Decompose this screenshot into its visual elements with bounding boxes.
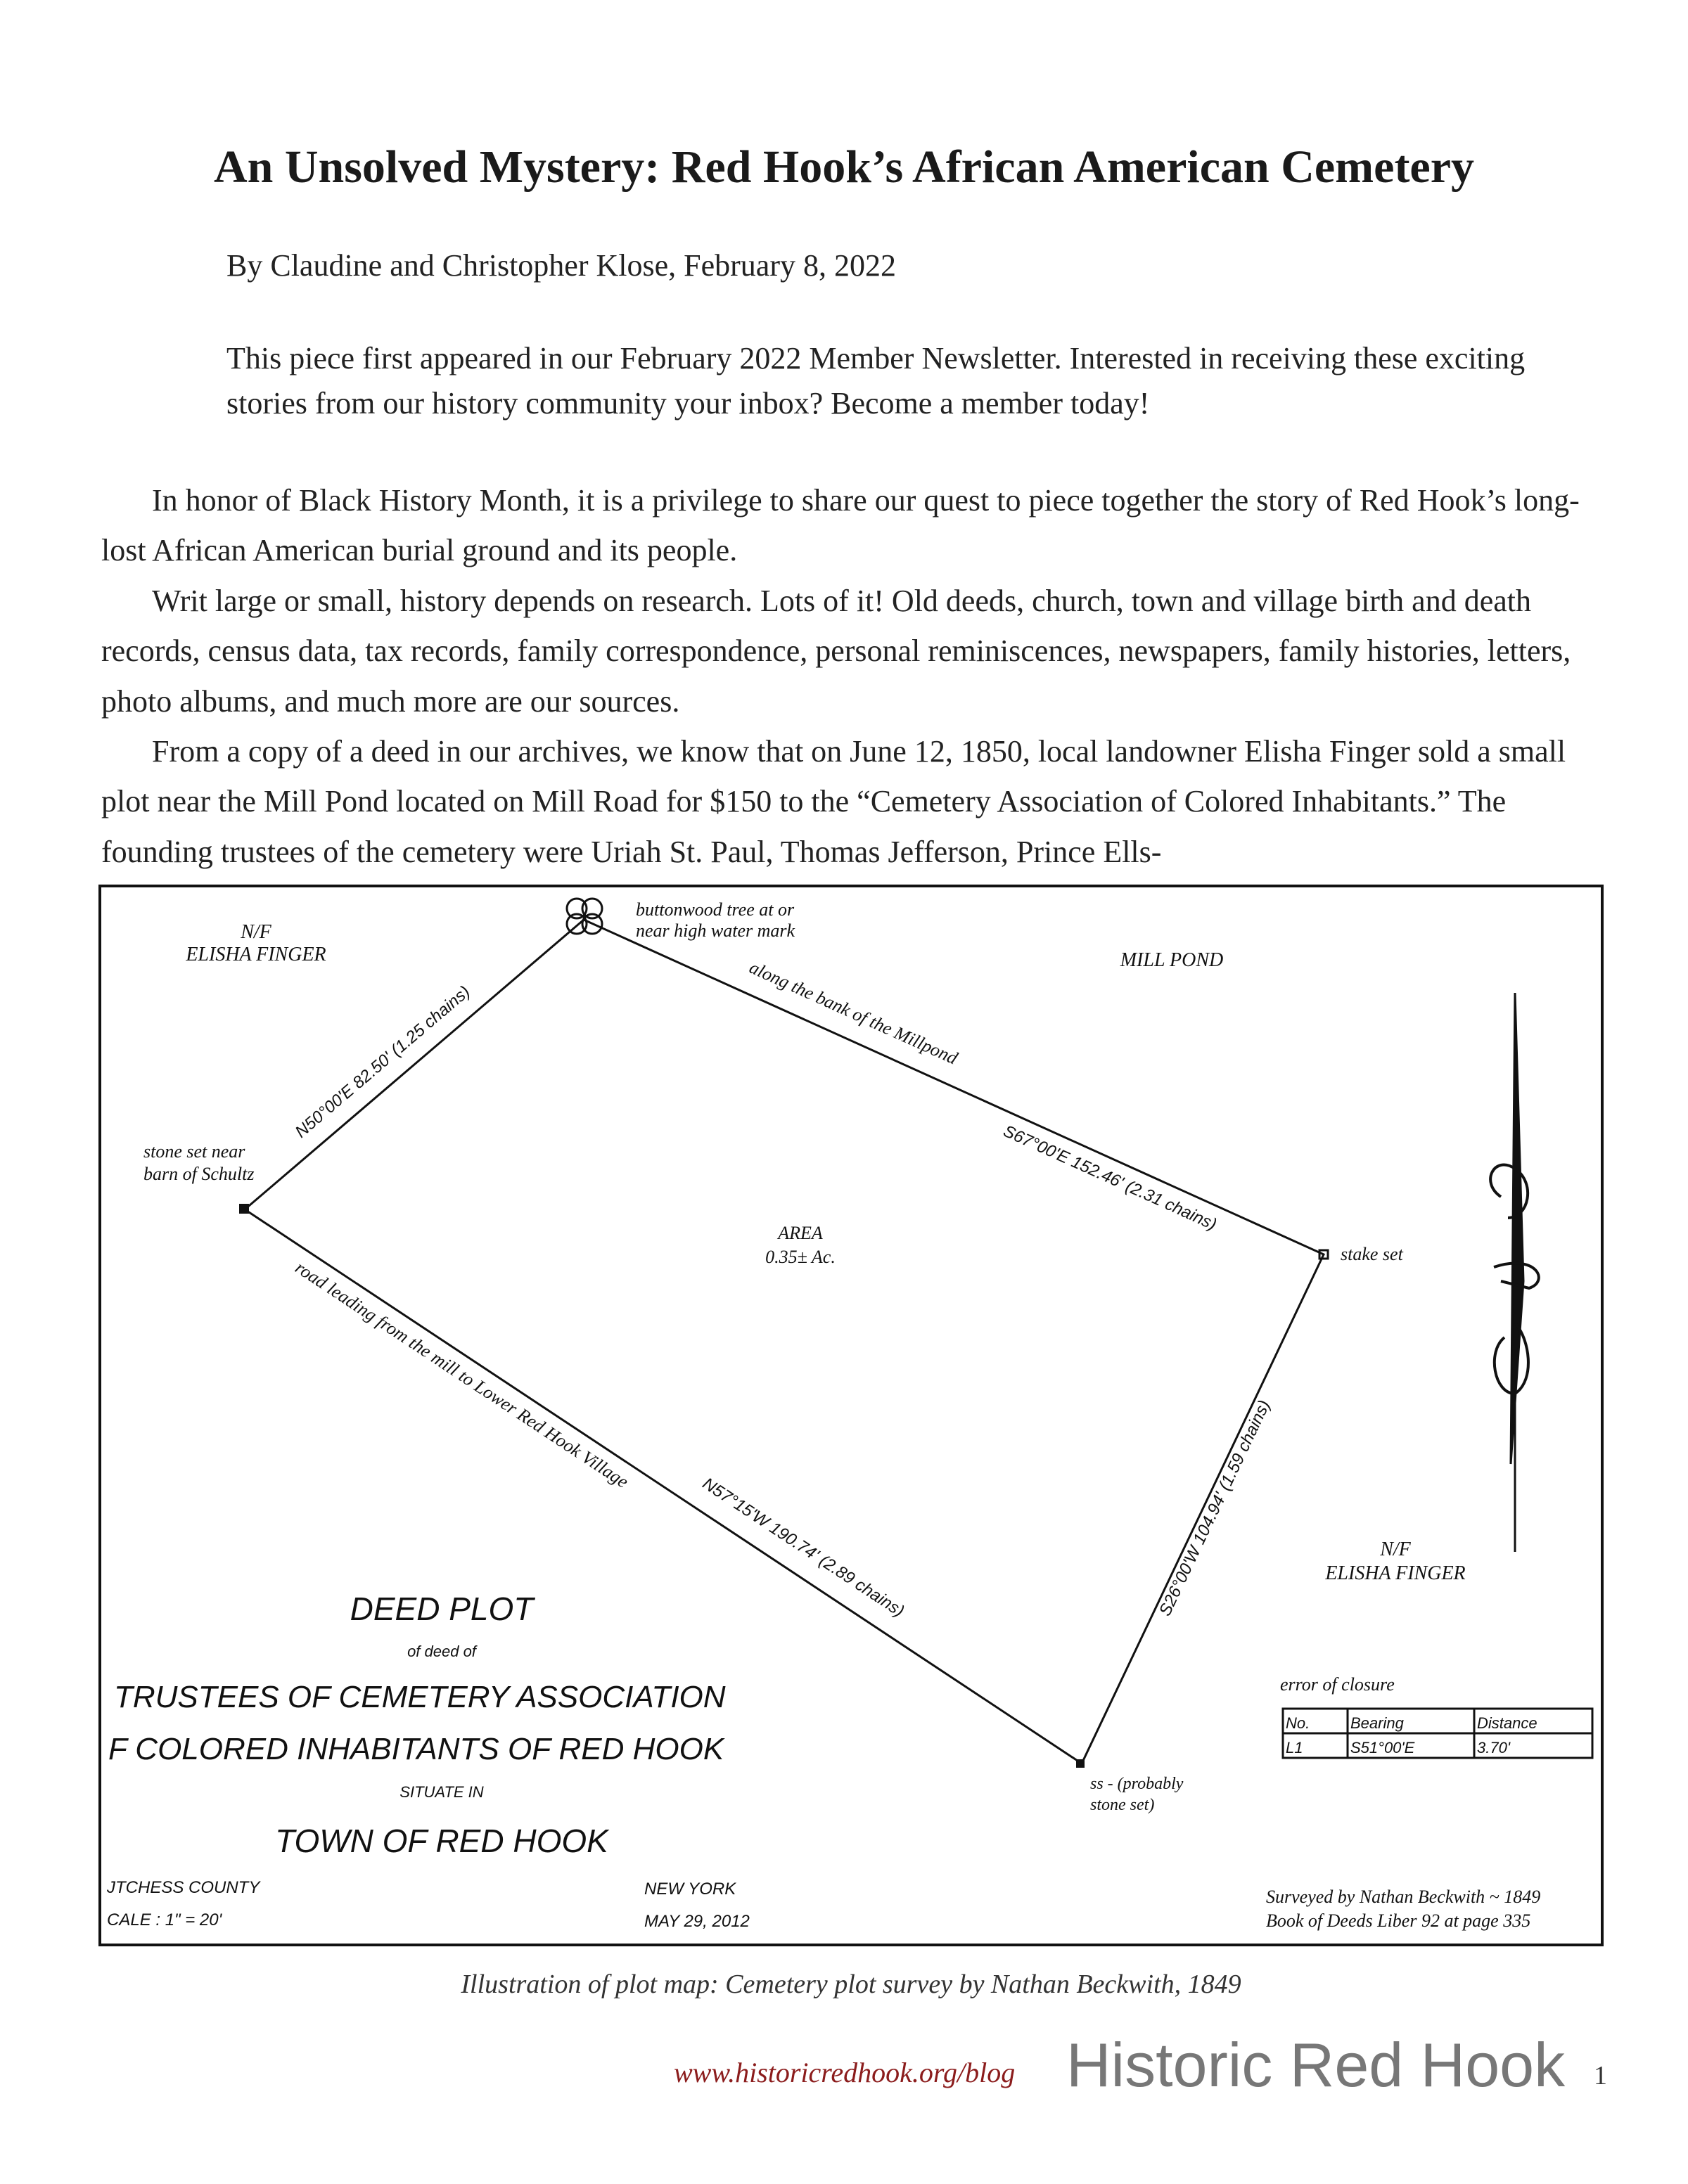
- surveyed-by: Surveyed by Nathan Beckwith ~ 1849: [1266, 1887, 1541, 1907]
- svg-text:N/FELISHA FINGER: [185, 921, 326, 965]
- of-deed-of: of deed of: [407, 1643, 476, 1660]
- deed-plot-heading: DEED PLOT: [350, 1591, 534, 1627]
- figure-caption: Illustration of plot map: Cemetery plot survey by Nathan Beckwith, 1849: [461, 1970, 1241, 1999]
- paragraph: From a copy of a deed in our archives, we know that on June 12, 1850, local landowner Elisha Finger sold a small plot near the Mill Pond located on Mill Road for $150 to the “Cemetery Association of Colored Inhabitants.” The founding trustees of the cemetery were Uriah St. Paul, Thomas Jefferson, Prince Ells-: [101, 734, 1566, 869]
- county-label: JTCHESS COUNTY: [107, 1878, 260, 1897]
- closure-table: [1283, 1709, 1592, 1758]
- nf-owner: ELISHA FINGER: [186, 944, 326, 965]
- nf-label: N/F: [241, 921, 271, 943]
- area-value: 0.35± Ac.: [765, 1247, 836, 1267]
- bearing-s67e: S67°00'E 152.46' (2.31 chains): [1000, 1122, 1220, 1235]
- byline: By Claudine and Christopher Klose, February 8, 2022: [226, 248, 896, 283]
- intro-note: This piece first appeared in our February 2022 Member Newsletter. Interested in receiving these exciting stories from our history community your inbox? Become a member today!: [226, 341, 1526, 420]
- tree-label: buttonwood tree at or: [636, 899, 795, 920]
- stake-label: stake set: [1341, 1244, 1403, 1264]
- paragraph: Writ large or small, history depends on research. Lots of it! Old deeds, church, town and village birth and death records, census data, tax records, family correspondence, personal reminiscences, newspapers, family histories, letters, photo albums, and much more are our sources.: [101, 583, 1571, 719]
- ss-label: stone set): [1090, 1796, 1155, 1814]
- page-number: 1: [1594, 2061, 1607, 2090]
- ss-label: ss - (probably: [1090, 1775, 1184, 1793]
- colored-line: F COLORED INHABITANTS OF RED HOOK: [108, 1732, 724, 1766]
- closure-header: No.: [1286, 1714, 1310, 1732]
- svg-text:N/FELISHA FINGER: [1324, 1539, 1465, 1584]
- deed-plot-map: [98, 885, 1604, 1946]
- scale-label: CALE : 1" = 20': [107, 1910, 222, 1929]
- nf-owner: ELISHA FINGER: [1325, 1562, 1466, 1584]
- closure-header: Distance: [1477, 1714, 1537, 1732]
- bearing-s26w: S26°00'W 104.94' (1.59 chains): [1155, 1397, 1274, 1619]
- bearing-n57w: N57°15'W 190.74' (2.89 chains): [698, 1474, 908, 1621]
- plot-drawing: [101, 887, 1601, 1944]
- book-reference: Book of Deeds Liber 92 at page 335: [1266, 1910, 1531, 1931]
- stone-marker: [239, 1204, 249, 1214]
- millpond-note: along the bank of the Millpond: [746, 956, 961, 1069]
- plot-date: MAY 29, 2012: [644, 1912, 750, 1931]
- mill-pond-label: MILL POND: [1120, 949, 1224, 971]
- article-body: [101, 475, 1599, 877]
- town-line: TOWN OF RED HOOK: [275, 1823, 608, 1859]
- svg-text:ss - (probablystone set): [1090, 1775, 1184, 1814]
- article-title: An Unsolved Mystery: Red Hook’s African American Cemetery: [213, 141, 1475, 193]
- closure-header: Bearing: [1350, 1714, 1404, 1732]
- closure-cell: S51°00'E: [1350, 1739, 1415, 1756]
- svg-text:buttonwood tree at ornear high: [636, 899, 795, 941]
- paragraph: In honor of Black History Month, it is a privilege to share our quest to piece together the story of Red Hook’s long-lost African American burial ground and its people.: [101, 483, 1580, 568]
- area-label: AREA: [778, 1223, 823, 1243]
- stone-label: stone set near: [143, 1141, 245, 1162]
- road-note: road leading from the mill to Lower Red Hook Village: [291, 1257, 632, 1492]
- blog-link[interactable]: www.historicredhook.org/blog: [674, 2057, 1016, 2088]
- trustees-line: TRUSTEES OF CEMETERY ASSOCIATION: [114, 1680, 726, 1714]
- north-arrow-icon: [1490, 993, 1539, 1552]
- closure-title: error of closure: [1280, 1674, 1395, 1695]
- nf-label: N/F: [1380, 1539, 1411, 1560]
- stone-label: barn of Schultz: [143, 1164, 255, 1184]
- situate-in: SITUATE IN: [399, 1783, 484, 1801]
- svg-text:stone set nearbarn of Schultz: [143, 1141, 254, 1184]
- closure-cell: L1: [1286, 1739, 1303, 1756]
- brand-logo-text: Historic Red Hook: [1066, 2030, 1566, 2100]
- svg-text:AREA0.35± Ac.: [765, 1223, 836, 1267]
- tree-label: near high water mark: [636, 920, 795, 941]
- ss-marker: [1076, 1759, 1085, 1768]
- closure-cell: 3.70': [1477, 1739, 1511, 1756]
- state-label: NEW YORK: [644, 1880, 736, 1899]
- bearing-n50e: N50°00'E 82.50' (1.25 chains): [291, 982, 474, 1142]
